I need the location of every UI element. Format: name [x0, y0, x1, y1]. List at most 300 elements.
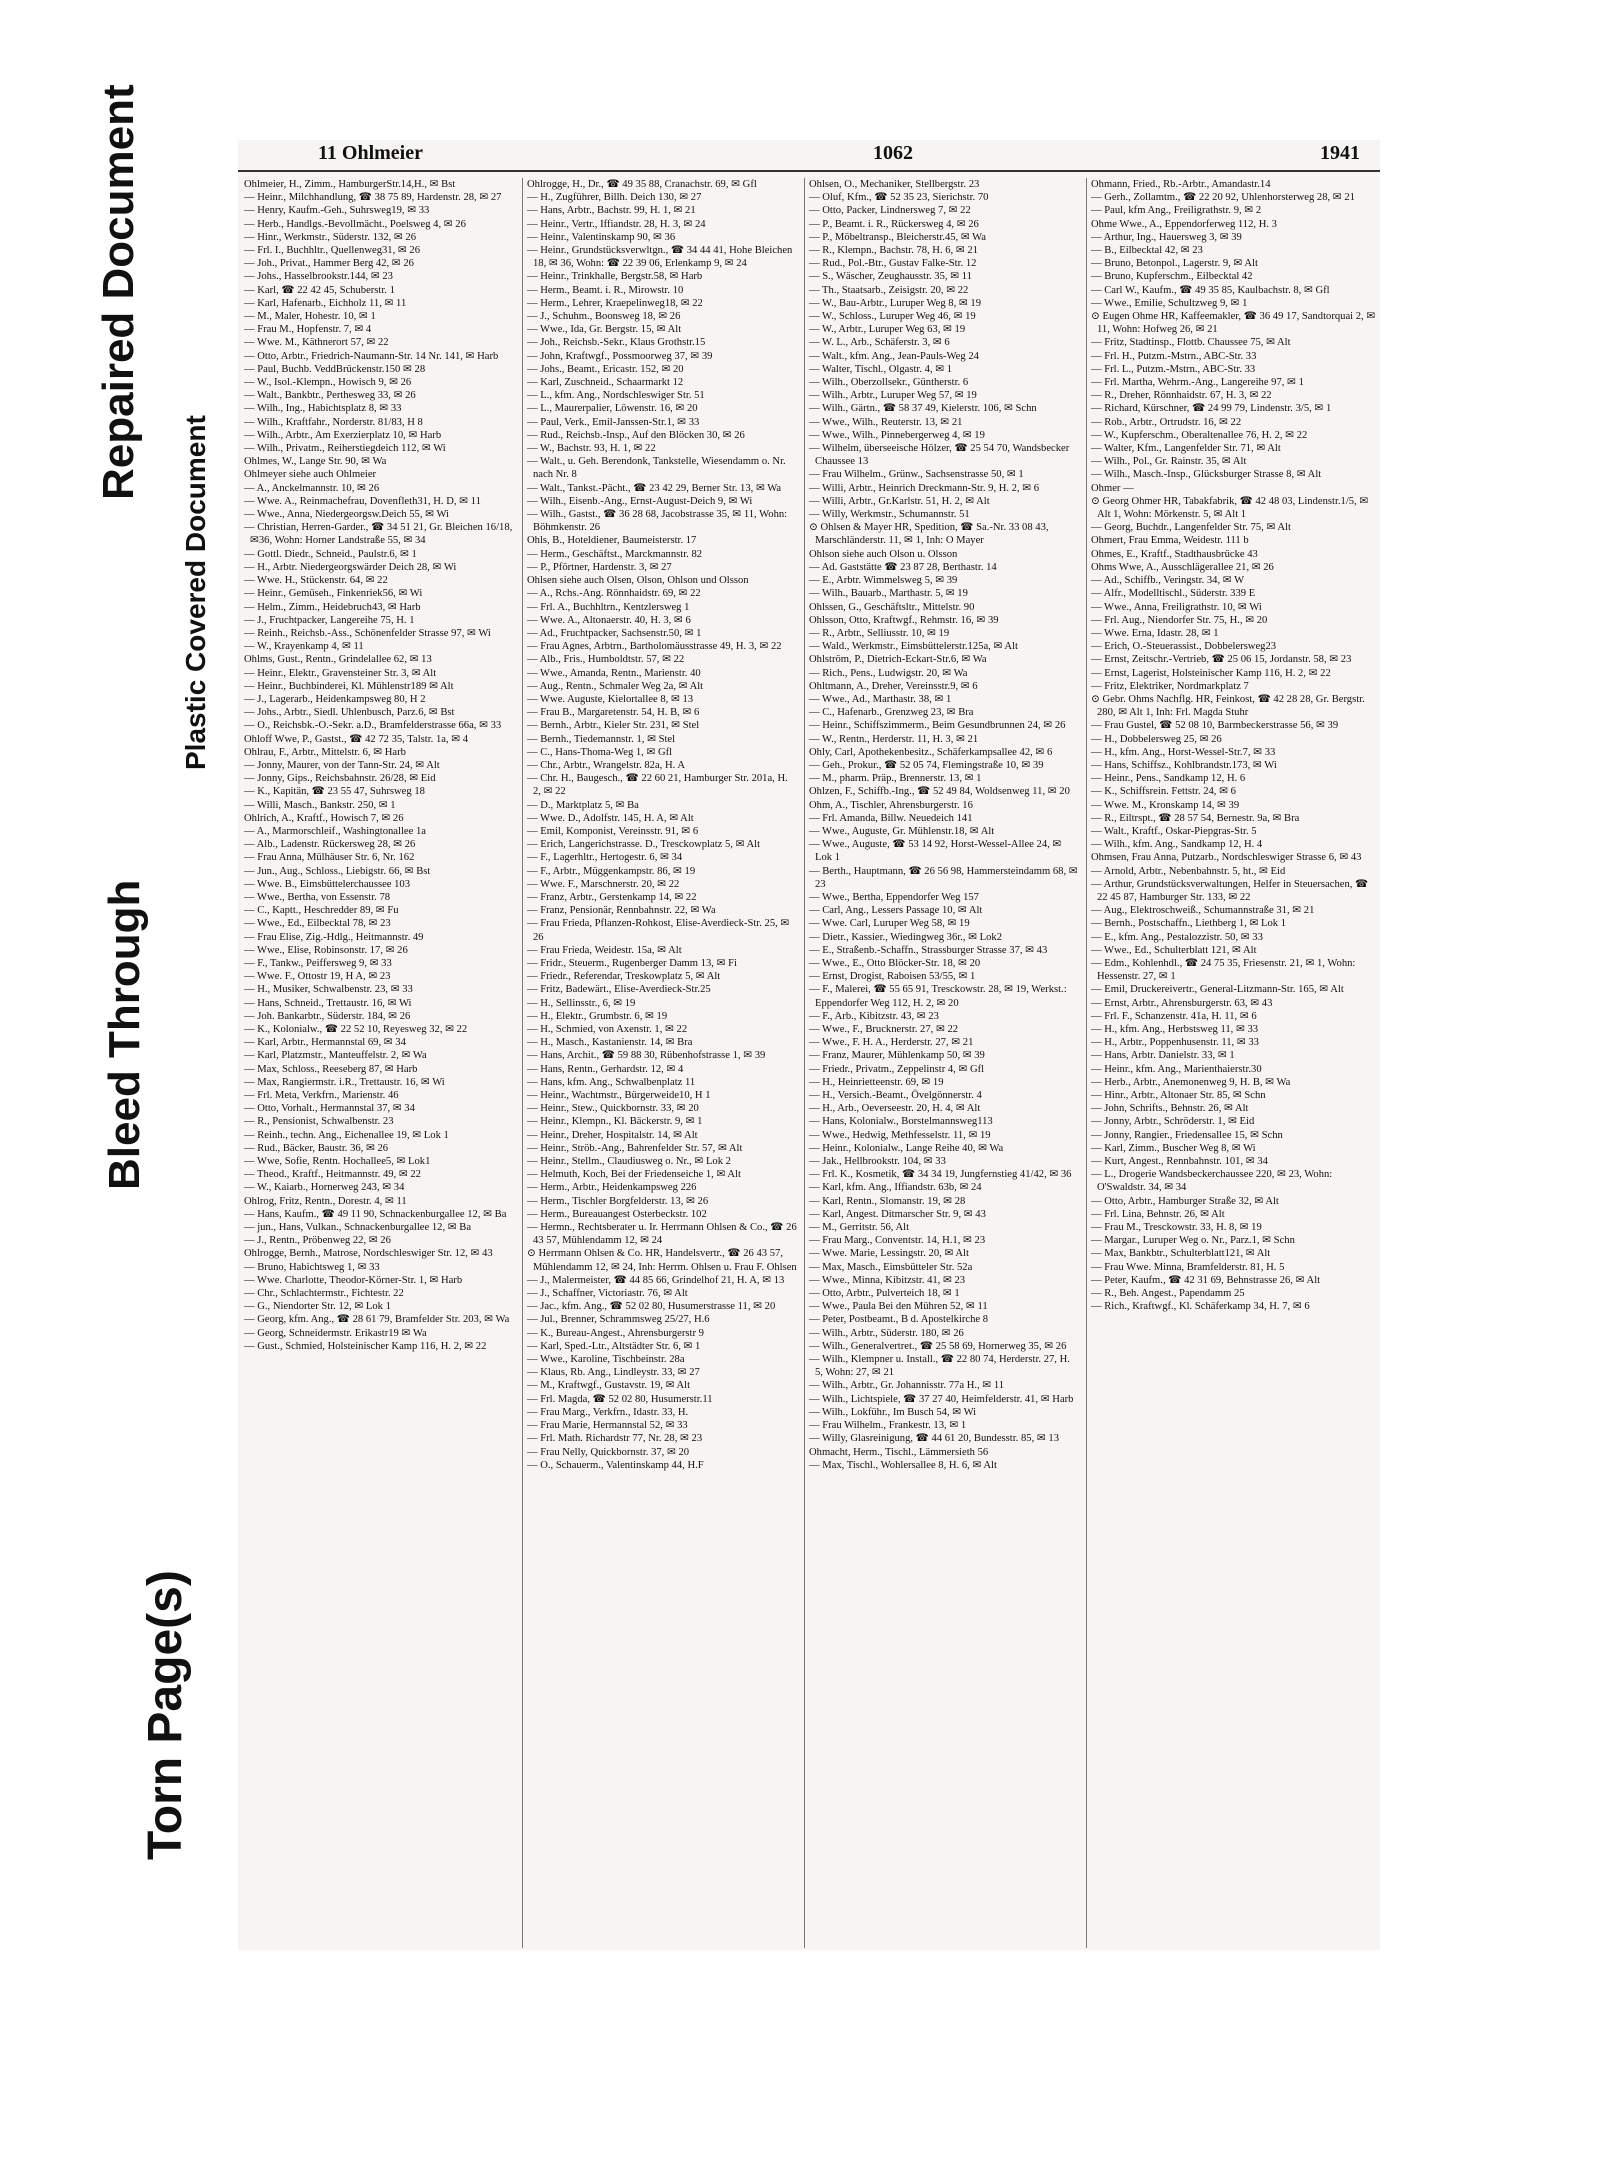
directory-entry: — P., Möbeltransp., Bleicherstr.45, ✉ Wa [809, 231, 987, 243]
directory-entry: — O., Schauerm., Valentinskamp 44, H.F [527, 1459, 704, 1471]
directory-entry: — Hinr., Werkmstr., Süderstr. 132, ✉ 26 [244, 231, 417, 243]
directory-entry: — Walt., kfm. Ang., Jean-Pauls-Weg 24 [809, 350, 979, 362]
directory-entry: — Frl. Aug., Niendorfer Str. 75, H., ✉ 20 [1091, 614, 1268, 626]
directory-entry: — Heinr., Trinkhalle, Bergstr.58, ✉ Harb [527, 271, 703, 283]
directory-entry: Ohmsen, Frau Anna, Putzarb., Nordschleswiger Strasse 6, ✉ 43 [1091, 852, 1362, 864]
directory-entry: — H., Masch., Kastanienstr. 14, ✉ Bra [527, 1037, 693, 1049]
repaired-document-label: Repaired Document [94, 84, 143, 500]
directory-entry: — Hinr., Arbtr., Altonaer Str. 85, ✉ Schn [1091, 1090, 1266, 1102]
directory-entry: — Wilh., Oberzollsekr., Güntherstr. 6 [809, 377, 969, 389]
directory-entry: — Walt., Kraftf., Oskar-Piepgras-Str. 5 [1091, 825, 1257, 837]
directory-entry: — Emil, Druckereivertr., General-Litzmann-Str. 165, ✉ Alt [1091, 984, 1344, 996]
directory-entry: — Carl, Ang., Lessers Passage 10, ✉ Alt [809, 905, 983, 917]
directory-entry: — Wilh., Lichtspiele, ☎ 37 27 40, Heimfelderstr. 41, ✉ Harb [809, 1393, 1074, 1405]
directory-entry: — Alb., Fris., Humboldtstr. 57, ✉ 22 [527, 654, 685, 666]
directory-entry: — Heinr., kfm. Ang., Marienthaierstr.30 [1091, 1063, 1262, 1075]
directory-entry: — Frl. Magda, ☎ 52 02 80, Husumerstr.11 [527, 1393, 713, 1405]
directory-entry: — Frau Marg., Conventstr. 14, H.1, ✉ 23 [809, 1235, 986, 1247]
directory-entry: — Heinr., Klempn., Kl. Bäckerstr. 9, ✉ 1 [527, 1116, 703, 1128]
directory-entry: — Hans, Schneid., Trettaustr. 16, ✉ Wi [244, 997, 412, 1009]
directory-entry: — Jonny, Gips., Reichsbahnstr. 26/28, ✉ Eid [244, 773, 436, 785]
directory-entry: — H., kfm. Ang., Herbstsweg 11, ✉ 33 [1091, 1024, 1259, 1035]
directory-entry: — Heinr., Dreher, Hospitalstr. 14, ✉ Alt [527, 1129, 698, 1141]
directory-entry: — C., Hans-Thoma-Weg 1, ✉ Gfl [527, 746, 673, 758]
directory-entry: — Karl, Angest. Ditmarscher Str. 9, ✉ 43 [809, 1208, 986, 1220]
directory-entry: — H., Arbtr. Niedergeorgswärder Deich 28, ✉ Wi [244, 561, 457, 573]
directory-entry: — A., Rchs.-Ang. Rönnhaidstr. 69, ✉ 22 [527, 588, 701, 600]
directory-entry: — Frl. Amanda, Billw. Neuedeich 141 [809, 812, 973, 824]
directory-entry: — Frl. H., Putzm.-Mstrn., ABC-Str. 33 [1091, 350, 1257, 362]
directory-entry: — Wwe., Wilh., Pinnebergerweg 4, ✉ 19 [809, 429, 985, 441]
directory-entry: — Wwe., Emilie, Schultzweg 9, ✉ 1 [1091, 297, 1248, 309]
directory-entry: — Franz, Maurer, Mühlenkamp 50, ✉ 39 [809, 1050, 985, 1062]
directory-entry: — W. L., Arb., Schäferstr. 3, ✉ 6 [809, 337, 950, 349]
directory-entry: — Fritz, Badewärt., Elise-Averdieck-Str.25 [527, 984, 711, 996]
directory-entry: — Carl W., Kaufm., ☎ 49 35 85, Kaulbachstr. 8, ✉ Gfl [1091, 284, 1330, 296]
directory-entry: — Chr., Schlachtermstr., Fichtestr. 22 [244, 1288, 404, 1300]
directory-entry: — Ernst, Arbtr., Ahrensburgerstr. 63, ✉ 43 [1091, 997, 1273, 1009]
directory-entry: — Heinr., Gemüseh., Finkenriek56, ✉ Wi [244, 588, 423, 600]
directory-entry: — F., Arb., Kibitzstr. 43, ✉ 23 [809, 1010, 939, 1022]
directory-entry: — R., Beh. Angest., Papendamm 25 [1091, 1288, 1245, 1300]
directory-entry: — Paul, Verk., Emil-Janssen-Str.1, ✉ 33 [527, 416, 700, 428]
directory-entry: — Wilh., Arbtr., Am Exerzierplatz 10, ✉ Harb [244, 429, 442, 441]
directory-entry: — J., Lagerarb., Heidenkampsweg 80, H 2 [244, 693, 426, 705]
directory-entry: — K., Kolonialw., ☎ 22 52 10, Reyesweg 32, ✉ 22 [244, 1024, 468, 1035]
directory-entry: — Wwe., E., Otto Blöcker-Str. 18, ✉ 20 [809, 957, 981, 969]
directory-entry: Ohmert, Frau Emma, Weidestr. 111 b [1091, 535, 1249, 547]
directory-entry: — Hans, Arbtr., Bachstr. 99, H. 1, ✉ 21 [527, 205, 696, 217]
directory-entry: — W., Rentn., Herderstr. 11, H. 3, ✉ 21 [809, 733, 979, 745]
directory-entry: — M., Maler, Hohestr. 10, ✉ 1 [244, 311, 376, 323]
directory-entry: — K., Schiffsrein. Fettstr. 24, ✉ 6 [1091, 786, 1236, 798]
directory-entry: — Hans, Schiffsz., Kohlbrandstr.173, ✉ Wi [1091, 759, 1277, 771]
column-3 [804, 178, 1083, 1948]
directory-entry: — Klaus, Rb. Ang., Lindleystr. 33, ✉ 27 [527, 1367, 700, 1379]
directory-entry: — Frl. Meta, Verkfrn., Marienstr. 46 [244, 1090, 399, 1102]
directory-entry: — Wwe., Hedwig, Methfesselstr. 11, ✉ 19 [809, 1129, 991, 1141]
column-1 [240, 178, 518, 1948]
directory-entry: — Otto, Arbtr., Friedrich-Naumann-Str. 14 Nr. 141, ✉ Harb [244, 350, 499, 362]
directory-entry: — Wwe., Wilh., Reuterstr. 13, ✉ 21 [809, 416, 963, 428]
directory-entry: — C., Hafenarb., Grenzweg 23, ✉ Bra [809, 707, 974, 719]
directory-entry: — J., Malermeister, ☎ 44 85 66, Grindelhof 21, H. A, ✉ 13 [527, 1274, 785, 1286]
directory-entry: — Max, Bankbtr., Schulterblatt121, ✉ Alt [1091, 1248, 1271, 1260]
directory-entry: — Bernh., Tiedemannstr. 1, ✉ Stel [527, 733, 676, 745]
directory-entry: — Frl. F., Schanzenstr. 41a, H. 11, ✉ 6 [1091, 1010, 1257, 1022]
header-rule [238, 170, 1380, 172]
directory-entry: — Bernh., Arbtr., Kieler Str. 231, ✉ Stel [527, 720, 700, 732]
directory-entry: — H., Elektr., Grumbstr. 6, ✉ 19 [527, 1010, 668, 1022]
directory-entry: — Wwe. Marie, Lessingstr. 20, ✉ Alt [809, 1248, 969, 1260]
directory-entry: — H., Zugführer, Billh. Deich 130, ✉ 27 [527, 192, 702, 204]
directory-entry: — E., kfm. Ang., Pestalozzistr. 50, ✉ 33 [1091, 931, 1263, 943]
directory-entry: — Berth., Hauptmann, ☎ 26 56 98, Hammersteindamm 68, ✉ 23 [809, 865, 1078, 890]
directory-entry: — Frl. Math. Richardstr 77, Nr. 28, ✉ 23 [527, 1433, 703, 1445]
directory-entry: — Emil, Komponist, Vereinsstr. 91, ✉ 6 [527, 825, 699, 837]
directory-entry: — Jonny, Rangier., Friedensallee 15, ✉ Schn [1091, 1129, 1283, 1141]
directory-entry: Ohlrogge, Bernh., Matrose, Nordschleswiger Str. 12, ✉ 43 [244, 1248, 493, 1260]
directory-entry: — Rud., Pol.-Btr., Gustav Falke-Str. 12 [809, 258, 977, 270]
directory-entry: — Herb., Arbtr., Anemonenweg 9, H. B, ✉ Wa [1091, 1076, 1291, 1088]
directory-entry: — Wilh., Arbtr., Süderstr. 180, ✉ 26 [809, 1327, 964, 1339]
directory-entry: — Walter, Tischl., Olgastr. 4, ✉ 1 [809, 363, 953, 375]
directory-entry: — Fritz, Stadtinsp., Flottb. Chaussee 75, ✉ Alt [1091, 337, 1291, 349]
directory-entry: — Wilh., Pol., Gr. Rainstr. 35, ✉ Alt [1091, 456, 1247, 468]
directory-entry: — Otto, Packer, Lindnersweg 7, ✉ 22 [809, 205, 971, 217]
directory-entry: — Wilh., Eisenb.-Ang., Ernst-August-Deich 9, ✉ Wi [527, 495, 753, 507]
directory-entry: — Heinr., Stew., Quickbornstr. 33, ✉ 20 [527, 1103, 699, 1115]
directory-entry: ⊙ Gebr. Ohms Nachflg. HR, Feinkost, ☎ 42 28 28, Gr. Bergstr. 280, ✉ Alt 1, Inh: Frl. Magda Stuhr [1091, 693, 1365, 719]
directory-entry: — Wwe. Carl, Luruper Weg 58, ✉ 19 [809, 918, 970, 930]
directory-entry: — R., Pensionist, Schwalbenstr. 23 [244, 1116, 394, 1128]
directory-entry: Ohlmeyer siehe auch Ohlmeier [244, 469, 377, 481]
directory-entry: — Edm., Kohlenhdl., ☎ 24 75 35, Friesenstr. 21, ✉ 1, Wohn: Hessenstr. 27, ✉ 1 [1091, 957, 1356, 983]
bleed-through-label: Bleed Through [100, 879, 149, 1190]
directory-entry: — Georg, Buchdr., Langenfelder Str. 75, ✉ Alt [1091, 522, 1291, 534]
directory-entry: — Friedr., Referendar, Treskowplatz 5, ✉ Alt [527, 971, 721, 983]
directory-entry: — Frau B., Margaretenstr. 54, H. B, ✉ 6 [527, 707, 700, 719]
directory-entry: — Wilh., Gärtn., ☎ 58 37 49, Kielerstr. 106, ✉ Schn [809, 403, 1037, 415]
directory-entry: — Rob., Arbtr., Ortrudstr. 16, ✉ 22 [1091, 416, 1242, 428]
directory-entry: — Christian, Herren-Garder., ☎ 34 51 21, Gr. Bleichen 16/18, ✉36, Wohn: Horner Landstraße 55, ✉ 34 [244, 522, 513, 547]
directory-entry: Ohlsson, Otto, Kraftwgf., Rehmstr. 16, ✉ 39 [809, 614, 999, 626]
directory-entry: — W., Kaiarb., Hornerweg 243, ✉ 34 [244, 1182, 405, 1194]
directory-entry: — Chr., Arbtr., Wrangelstr. 82a, H. A [527, 759, 685, 771]
directory-entry: — Alfr., Modelltischl., Süderstr. 339 E [1091, 588, 1256, 600]
directory-entry: — Jonny, Maurer, von der Tann-Str. 24, ✉ Alt [244, 759, 440, 771]
directory-entry: — Wwe., Auguste, ☎ 53 14 92, Horst-Wessel-Allee 24, ✉ Lok 1 [809, 839, 1062, 864]
directory-entry: — W., Krayenkamp 4, ✉ 11 [244, 641, 364, 653]
directory-entry: — Hans, Rentn., Gerhardstr. 12, ✉ 4 [527, 1063, 684, 1075]
directory-entry: — Kurt, Angest., Rennbahnstr. 101, ✉ 34 [1091, 1156, 1268, 1168]
directory-entry: — Frau Wwe. Minna, Bramfelderstr. 81, H. 5 [1091, 1261, 1285, 1273]
directory-entry: — Frau Frieda, Weidestr. 15a, ✉ Alt [527, 944, 682, 956]
directory-entry: — Dietr., Kassier., Wiedingweg 36r., ✉ Lok2 [809, 931, 1003, 943]
directory-entry: — Ernst, Lagerist, Holsteinischer Kamp 116, H. 2, ✉ 22 [1091, 667, 1331, 679]
directory-entry: — Wwe., F. H. A., Herderstr. 27, ✉ 21 [809, 1037, 974, 1049]
directory-entry: Ohltmann, A., Dreher, Vereinsstr.9, ✉ 6 [809, 680, 978, 692]
directory-entry: Ohlmes, W., Lange Str. 90, ✉ Wa [244, 456, 387, 468]
directory-entry: — Wilh., Lokführ., Im Busch 54, ✉ Wi [809, 1406, 977, 1418]
directory-entry: — John, Schrifts., Behnstr. 26, ✉ Alt [1091, 1103, 1249, 1115]
directory-entry: — Karl, kfm. Ang., Iffiandstr. 63b, ✉ 24 [809, 1182, 982, 1194]
directory-entry: — Heinr., Milchhandlung, ☎ 38 75 89, Hardenstr. 28, ✉ 27 [244, 192, 502, 204]
directory-entry: — H., Arbtr., Poppenhusenstr. 11, ✉ 33 [1091, 1037, 1259, 1049]
directory-entry: Ohloff Wwe, P., Gastst., ☎ 42 72 35, Talstr. 1a, ✉ 4 [244, 733, 469, 745]
directory-entry: — Herm., Beamt. i. R., Mirowstr. 10 [527, 284, 684, 296]
directory-entry: — Alb., Ladenstr. Rückersweg 28, ✉ 26 [244, 839, 416, 851]
directory-entry: — Ad., Schiffb., Veringstr. 34, ✉ W [1091, 575, 1245, 587]
directory-entry: — Johs., Beamt., Ericastr. 152, ✉ 20 [527, 363, 684, 375]
directory-entry: — Willi, Masch., Bankstr. 250, ✉ 1 [244, 799, 396, 811]
directory-entry: — Ernst, Zeitschr.-Vertrieb, ☎ 25 06 15, Jordanstr. 58, ✉ 23 [1091, 654, 1352, 666]
directory-entry: — Max, Masch., Eimsbütteler Str. 52a [809, 1261, 973, 1273]
directory-entry: — Frau M., Tresckowstr. 33, H. 8, ✉ 19 [1091, 1222, 1262, 1234]
directory-entry: — Ad. Gaststätte ☎ 23 87 28, Berthastr. 14 [809, 561, 997, 573]
directory-entry: — Rich., Kraftwgf., Kl. Schäferkamp 34, H. 7, ✉ 6 [1091, 1301, 1310, 1313]
directory-entry: — Jonny, Arbtr., Schröderstr. 1, ✉ Eid [1091, 1116, 1255, 1128]
directory-entry: — Fritz, Elektriker, Nordmarkplatz 7 [1091, 680, 1249, 692]
directory-entry: Ohlssen, G., Geschäftsltr., Mittelstr. 90 [809, 601, 975, 613]
directory-entry: — Wwe. D., Adolfstr. 145, H. A, ✉ Alt [527, 812, 694, 824]
directory-entry: — Jac., kfm. Ang., ☎ 52 02 80, Husumerstrasse 11, ✉ 20 [527, 1301, 776, 1313]
directory-entry: Ohlzen, F., Schiffb.-Ing., ☎ 52 49 84, Woldsenweg 11, ✉ 20 [809, 786, 1070, 798]
directory-entry: — Arthur, Ing., Hauersweg 3, ✉ 39 [1091, 231, 1242, 243]
directory-entry: Ohlson siehe auch Olson u. Olsson [809, 548, 958, 560]
directory-entry: ⊙ Ohlsen & Mayer HR, Spedition, ☎ Sa.-Nr. 33 08 43, Marschländerstr. 11, ✉ 1, Inh: O Mayer [809, 522, 1049, 547]
directory-entry: — Helmuth, Koch, Bei der Friedenseiche 1, ✉ Alt [527, 1169, 741, 1181]
directory-entry: ⊙ Herrmann Ohlsen & Co. HR, Handelsvertr., ☎ 26 43 57, Mühlendamm 12, ✉ 24, Inh: Herrm. Ohlsen u. Frau F. Ohlsen [527, 1248, 797, 1273]
directory-entry: — Wilh., Masch.-Insp., Glücksburger Strasse 8, ✉ Alt [1091, 469, 1322, 481]
directory-entry: — Wwe., Auguste, Gr. Mühlenstr.18, ✉ Alt [809, 825, 995, 837]
directory-entry: — M., pharm. Präp., Brennerstr. 13, ✉ 1 [809, 773, 982, 785]
directory-entry: — Herm., Geschäftst., Marckmannstr. 82 [527, 548, 703, 560]
directory-entry: — A., Anckelmannstr. 10, ✉ 26 [244, 482, 380, 494]
directory-entry: — Karl, Arbtr., Hermannstal 69, ✉ 34 [244, 1037, 406, 1049]
directory-entry: — Wwe. A., Altonaerstr. 40, H. 3, ✉ 6 [527, 614, 691, 626]
directory-entry: — W., Isol.-Klempn., Howisch 9, ✉ 26 [244, 377, 412, 389]
directory-entry: — Max, Rangiermstr. i.R., Trettaustr. 16, ✉ Wi [244, 1076, 445, 1088]
header-year: 1941 [1320, 142, 1360, 164]
directory-entry: — Gust., Schmied, Holsteinischer Kamp 116, H. 2, ✉ 22 [244, 1340, 487, 1352]
directory-entry: — Reinh., techn. Ang., Eichenallee 19, ✉ Lok 1 [244, 1129, 449, 1141]
directory-entry: — J., Schaffner, Victoriastr. 76, ✉ Alt [527, 1288, 688, 1300]
directory-entry: — Willy, Werkmstr., Schumannstr. 51 [809, 509, 970, 521]
directory-entry: Ohlrau, F., Arbtr., Mittelstr. 6, ✉ Harb [244, 746, 406, 758]
directory-entry: — R., Arbtr., Selliusstr. 10, ✉ 19 [809, 627, 950, 639]
directory-entry: — Otto, Arbtr., Hamburger Straße 32, ✉ Alt [1091, 1195, 1279, 1207]
directory-entry: — Wilh., kfm. Ang., Sandkamp 12, H. 4 [1091, 839, 1263, 851]
directory-entry: — C., Kaptt., Heschredder 89, ✉ Fu [244, 905, 399, 917]
directory-entry: — Heinr., Valentinskamp 90, ✉ 36 [527, 231, 676, 243]
directory-entry: — Rud., Reichsb.-Insp., Auf den Blöcken 30, ✉ 26 [527, 429, 745, 441]
directory-entry: — Heinr., Buchbinderei, Kl. Mühlenstr189 ✉ Alt [244, 680, 454, 692]
directory-entry: Ohlrich, A., Kraftf., Howisch 7, ✉ 26 [244, 812, 404, 824]
directory-entry: — Erich, O.-Steuerassist., Dobbelersweg23 [1091, 641, 1277, 653]
directory-entry: — W., Bau-Arbtr., Luruper Weg 8, ✉ 19 [809, 297, 982, 309]
directory-entry: — Walt., u. Geh. Berendonk, Tankstelle, Wiesendamm o. Nr. nach Nr. 8 [527, 456, 786, 481]
directory-entry: — G., Niendorter Str. 12, ✉ Lok 1 [244, 1301, 391, 1313]
directory-entry: — Wilh., Generalvertret., ☎ 25 58 69, Hornerweg 35, ✉ 26 [809, 1340, 1067, 1352]
directory-entry: — Willi, Arbtr., Heinrich Dreckmann-Str. 9, H. 2, ✉ 6 [809, 482, 1040, 494]
directory-entry: — Wwe. M., Kronskamp 14, ✉ 39 [1091, 799, 1240, 811]
directory-entry: — H., Dobbelersweg 25, ✉ 26 [1091, 733, 1222, 745]
directory-entry: — R., Eiltrspt., ☎ 28 57 54, Bernestr. 9a, ✉ Bra [1091, 812, 1300, 824]
directory-entry: — Wwe., Karoline, Tischbeinstr. 28a [527, 1354, 685, 1366]
directory-entry: — H., Musiker, Schwalbenstr. 23, ✉ 33 [244, 984, 413, 996]
directory-entry: — K., Bureau-Angest., Ahrensburgerstr 9 [527, 1327, 704, 1339]
directory-entry: — W., Kupferschm., Oberaltenallee 76, H. 2, ✉ 22 [1091, 429, 1308, 441]
directory-entry: — Willy, Glasreinigung, ☎ 44 61 20, Bundesstr. 85, ✉ 13 [809, 1433, 1059, 1445]
directory-entry: — Franz, Arbtr., Gerstenkamp 14, ✉ 22 [527, 891, 697, 903]
directory-entry: — Johs., Hasselbrookstr.144, ✉ 23 [244, 271, 393, 283]
directory-entry: — Aug., Rentn., Schmaler Weg 2a, ✉ Alt [527, 680, 704, 692]
directory-entry: — Wwe, Sofie, Rentn. Hochallee5, ✉ Lok1 [244, 1156, 431, 1168]
directory-entry: Ohlsen siehe auch Olsen, Olson, Ohlson und Olsson [527, 575, 749, 587]
directory-entry: — Wwe., Bertha, von Essenstr. 78 [244, 891, 391, 903]
directory-entry: — Wilh., Kraftfahr., Norderstr. 81/83, H 8 [244, 416, 423, 428]
directory-entry: — Joh. Bankarbtr., Süderstr. 184, ✉ 26 [244, 1010, 411, 1022]
directory-entry: — Bruno, Kupferschm., Eilbecktal 42 [1091, 271, 1253, 283]
directory-entry: — Erich, Langerichstrasse. D., Tresckowplatz 5, ✉ Alt [527, 839, 761, 851]
directory-entry: Ohmer — [1091, 482, 1134, 494]
directory-entry: — Frl. K., Kosmetik, ☎ 34 34 19, Jungfernstieg 41/42, ✉ 36 [809, 1169, 1072, 1181]
directory-entry: — Wwe., F., Brucknerstr. 27, ✉ 22 [809, 1024, 959, 1035]
directory-entry: Ohlmeier, H., Zimm., HamburgerStr.14,H., ✉ Bst [244, 179, 456, 190]
directory-entry: — R., Klempn., Bachstr. 78, H. 6, ✉ 21 [809, 245, 978, 257]
directory-entry: — Arthur, Grundstücksverwaltungen, Helfer in Steuersachen, ☎ 22 45 87, Hamburger Str. 133, ✉ 22 [1091, 878, 1369, 903]
directory-entry: — Wwe., Elise, Robinsonstr. 17, ✉ 26 [244, 944, 408, 956]
directory-entry: — H., Sellinsstr., 6, ✉ 19 [527, 997, 636, 1009]
directory-entry: — Hans, kfm. Ang., Schwalbenplatz 11 [527, 1076, 696, 1088]
directory-entry: — Wilh., Bauarb., Marthastr. 5, ✉ 19 [809, 588, 968, 600]
directory-entry: — Richard, Kürschner, ☎ 24 99 79, Lindenstr. 3/5, ✉ 1 [1091, 403, 1332, 415]
directory-entry: — Frl. A., Buchhltrn., Kentzlersweg 1 [527, 601, 690, 613]
header-page-number: 1062 [873, 142, 913, 164]
directory-entry: — Otto, Vorhalt., Hermannstal 37, ✉ 34 [244, 1103, 415, 1115]
directory-entry: Ohmes, E., Kraftf., Stadthausbrücke 43 [1091, 548, 1258, 560]
directory-entry: — Otto, Arbtr., Pulverteich 18, ✉ 1 [809, 1288, 960, 1300]
directory-entry: — J., Schuhm., Boonsweg 18, ✉ 26 [527, 311, 681, 323]
directory-entry: — Bernh., Postschaffn., Liethberg 1, ✉ Lok 1 [1091, 918, 1287, 930]
directory-entry: — Henry, Kaufm.-Geh., Suhrsweg19, ✉ 33 [244, 205, 430, 217]
directory-entry: — Arnold, Arbtr., Nebenbahnstr. 5, ht., ✉ Eid [1091, 865, 1286, 877]
directory-entry: — Herm., Arbtr., Heidenkampsweg 226 [527, 1182, 697, 1194]
directory-entry: — Walt., Bankbtr., Perthesweg 33, ✉ 26 [244, 390, 416, 402]
directory-entry: — Oluf, Kfm., ☎ 52 35 23, Sierichstr. 70 [809, 192, 989, 204]
directory-entry: — W., Bachstr. 93, H. 1, ✉ 22 [527, 443, 656, 455]
directory-entry: — Wilhelm, überseeische Hölzer, ☎ 25 54 70, Wandsbecker Chaussee 13 [809, 443, 1070, 468]
directory-entry: — Georg, kfm. Ang., ☎ 28 61 79, Bramfelder Str. 203, ✉ Wa [244, 1314, 510, 1326]
directory-entry: — Karl, Rentn., Slomanstr. 19, ✉ 28 [809, 1195, 966, 1207]
directory-entry: — Th., Staatsarb., Zeisigstr. 20, ✉ 22 [809, 284, 969, 296]
directory-entry: Ohme Wwe., A., Eppendorferweg 112, H. 3 [1091, 218, 1277, 230]
directory-entry: — Walter, Kfm., Langenfelder Str. 71, ✉ Alt [1091, 443, 1281, 455]
directory-entry: ⊙ Georg Ohmer HR, Tabakfabrik, ☎ 42 48 03, Lindenstr.1/5, ✉ Alt 1, Wohn: Mörkenstr. 5, ✉ Alt 1 [1091, 495, 1369, 521]
directory-entry: — Wwe., Anna, Freiligrathstr. 10, ✉ Wi [1091, 601, 1262, 613]
directory-entry: — Frau Frieda, Pflanzen-Rohkost, Elise-Averdieck-Str. 25, ✉ 26 [527, 918, 790, 943]
directory-entry: — Georg, Schneidermstr. Erikastr19 ✉ Wa [244, 1327, 427, 1339]
directory-entry: — J., Rentn., Pröbenweg 22, ✉ 26 [244, 1235, 391, 1247]
directory-entry: Ohls, B., Hoteldiener, Baumeisterstr. 17 [527, 535, 697, 547]
directory-entry: — Frau Agnes, Arbtrn., Bartholomäusstrasse 49, H. 3, ✉ 22 [527, 641, 782, 653]
directory-entry: — John, Kraftwgf., Possmoorweg 37, ✉ 39 [527, 350, 713, 362]
directory-entry: — Wilh., Arbtr., Luruper Weg 57, ✉ 19 [809, 390, 977, 402]
directory-entry: — H., kfm. Ang., Horst-Wessel-Str.7, ✉ 33 [1091, 746, 1276, 758]
directory-entry: — Frau Wilhelm., Frankestr. 13, ✉ 1 [809, 1420, 967, 1432]
directory-entry: — Herm., Lehrer, Kraepelinweg18, ✉ 22 [527, 297, 703, 309]
directory-entry: — Heinr., Vertr., Iffiandstr. 28, H. 3, ✉ 24 [527, 218, 706, 230]
directory-entry: — H., Versich.-Beamt., Övelgönnerstr. 4 [809, 1090, 982, 1102]
directory-entry: — L., kfm. Ang., Nordschleswiger Str. 51 [527, 390, 705, 402]
directory-entry: — Ad., Fruchtpacker, Sachsenstr.50, ✉ 1 [527, 627, 702, 639]
directory-entry: — D., Marktplatz 5, ✉ Ba [527, 799, 639, 811]
directory-entry: — Margar., Luruper Weg o. Nr., Parz.1, ✉ Schn [1091, 1235, 1295, 1247]
directory-entry: — Ernst, Drogist, Raboisen 53/55, ✉ 1 [809, 971, 976, 983]
directory-entry: — Peter, Postbeamt., B d. Apostelkirche 8 [809, 1314, 989, 1326]
directory-entry: — Karl, Zuschneid., Schaarmarkt 12 [527, 377, 684, 389]
directory-entry: — Herm., Bureauangest Osterbeckstr. 102 [527, 1208, 707, 1220]
directory-entry: — Wilh., Privatm., Reiherstiegdeich 112, ✉ Wi [244, 443, 446, 455]
directory-entry: — H., Heinrietteenstr. 69, ✉ 19 [809, 1076, 944, 1088]
directory-entry: — P., Pförtner, Hardenstr. 3, ✉ 27 [527, 561, 672, 573]
page-header [238, 142, 1380, 170]
directory-entry: — Wilh., Ing., Habichtsplatz 8, ✉ 33 [244, 403, 402, 415]
directory-entry: — Wwe., Ed., Eilbecktal 78, ✉ 23 [244, 918, 391, 930]
directory-entry: — R., Dreher, Rönnhaidstr. 67, H. 3, ✉ 22 [1091, 390, 1272, 402]
directory-entry: — Gerh., Zollamtm., ☎ 22 20 92, Uhlenhorsterweg 28, ✉ 21 [1091, 192, 1355, 204]
directory-entry: — Jak., Hellbrookstr. 104, ✉ 33 [809, 1156, 946, 1168]
directory-entry: — Karl, Platzmstr., Manteuffelstr. 2, ✉ Wa [244, 1050, 427, 1062]
directory-entry: Ohlström, P., Dietrich-Eckart-Str.6, ✉ Wa [809, 654, 987, 666]
directory-entry: — Wwe. F., Marschnerstr. 20, ✉ 22 [527, 878, 680, 890]
directory-entry: Ohlms, Gust., Rentn., Grindelallee 62, ✉ 13 [244, 654, 432, 666]
directory-entry: — Paul, Buchb. VeddBrückenstr.150 ✉ 28 [244, 363, 426, 375]
directory-entry: Ohmacht, Herm., Tischl., Lämmersieth 56 [809, 1446, 989, 1458]
directory-entry: — Gottl. Diedr., Schneid., Paulstr.6, ✉ 1 [244, 548, 417, 560]
directory-entry: — F., Malerei, ☎ 55 65 91, Tresckowstr. 28, ✉ 19, Werkst.: Eppendorfer Weg 112, H. 2, ✉ 20 [809, 984, 1067, 1009]
directory-entry: — Wwe., Anna, Niedergeorgsw.Deich 55, ✉ Wi [244, 509, 449, 521]
directory-entry: — K., Kapitän, ☎ 23 55 47, Suhrsweg 18 [244, 786, 425, 798]
column-4 [1086, 178, 1381, 1948]
directory-entry: Ohlrog, Fritz, Rentn., Dorestr. 4, ✉ 11 [244, 1195, 407, 1207]
directory-columns [240, 178, 1380, 1948]
directory-entry: — Heinr., Grundstücksverwltgn., ☎ 34 44 41, Hohe Bleichen 18, ✉ 36, Wohn: ☎ 22 39 06, Erlenkamp 9, ✉ 24 [527, 245, 793, 270]
directory-entry: — L., Maurerpalier, Löwenstr. 16, ✉ 20 [527, 403, 698, 415]
directory-entry: — Walt., Tankst.-Pächt., ☎ 23 42 29, Berner Str. 13, ✉ Wa [527, 482, 782, 494]
directory-entry: — Friedr., Privatm., Zeppelinstr 4, ✉ Gfl [809, 1063, 985, 1075]
directory-entry: — Paul, kfm Ang., Freiligrathstr. 9, ✉ 2 [1091, 205, 1262, 217]
directory-entry: — Wwe. Charlotte, Theodor-Körner-Str. 1, ✉ Harb [244, 1274, 463, 1286]
directory-entry: — Fridr., Steuerm., Rugenberger Damm 13, ✉ Fi [527, 957, 737, 969]
directory-entry: — jun., Hans, Vulkan., Schnackenburgallee 12, ✉ Ba [244, 1222, 472, 1234]
scan-sidebar [0, 0, 232, 2177]
directory-entry: — Helm., Zimm., Heidebruch43, ✉ Harb [244, 601, 421, 613]
directory-entry: — Frl. I., Buchhltr., Quellenweg31, ✉ 26 [244, 245, 421, 257]
directory-entry: — Wilh., Klempner u. Install., ☎ 22 80 74, Herderstr. 27, H. 5, Wohn: 27, ✉ 21 [809, 1354, 1070, 1379]
directory-entry: — Frau M., Hopfenstr. 7, ✉ 4 [244, 324, 372, 336]
directory-entry: ⊙ Eugen Ohme HR, Kaffeemakler, ☎ 36 49 17, Sandtorquai 2, ✉ 11, Wohn: Hofweg 26, ✉ 21 [1091, 311, 1376, 336]
directory-entry: — Chr. H., Baugesch., ☎ 22 60 21, Hamburger Str. 201a, H. 2, ✉ 22 [527, 773, 788, 798]
directory-entry: — Wwe., Minna, Kibitzstr. 41, ✉ 23 [809, 1274, 966, 1286]
directory-entry: — Aug., Elektroschweiß., Schumannstraße 31, ✉ 21 [1091, 905, 1315, 917]
directory-entry: — F., Arbtr., Müggenkampstr. 86, ✉ 19 [527, 865, 696, 877]
directory-entry: — Wwe. H., Stückenstr. 64, ✉ 22 [244, 575, 388, 587]
directory-entry: — Joh., Privat., Hammer Berg 42, ✉ 26 [244, 258, 414, 270]
directory-entry: — Herb., Handlgs.-Bevollmächt., Poelsweg 4, ✉ 26 [244, 218, 466, 230]
directory-entry: — Wwe., Ad., Marthastr. 38, ✉ 1 [809, 693, 952, 705]
directory-entry: — Johs., Arbtr., Siedl. Uhlenbusch, Parz.6, ✉ Bst [244, 707, 455, 719]
directory-entry: Ohlsen, O., Mechaniker, Stellbergstr. 23 [809, 179, 980, 190]
directory-entry: — H., Arb., Oeverseestr. 20, H. 4, ✉ Alt [809, 1103, 981, 1115]
directory-entry: — Frau Nelly, Quickbornstr. 37, ✉ 20 [527, 1446, 690, 1458]
directory-entry: — F., Tankw., Peiffersweg 9, ✉ 33 [244, 957, 392, 969]
directory-entry: — Heinr., Pens., Sandkamp 12, H. 6 [1091, 773, 1246, 785]
directory-entry: — Wwe., Paula Bei den Mühren 52, ✉ 11 [809, 1301, 988, 1313]
directory-entry: — Theod., Kraftf., Heitmannstr. 49, ✉ 22 [244, 1169, 421, 1181]
directory-entry: — Max, Schloss., Reeseberg 87, ✉ Harb [244, 1063, 418, 1075]
directory-entry: — Wwe., Ida, Gr. Bergstr. 15, ✉ Alt [527, 324, 682, 336]
directory-entry: — Bruno, Betonpol., Lagerstr. 9, ✉ Alt [1091, 258, 1258, 270]
directory-entry: — Frau Wilhelm., Grünw., Sachsenstrasse 50, ✉ 1 [809, 469, 1024, 481]
directory-entry: — Frau Marie, Hermannstal 52, ✉ 33 [527, 1420, 688, 1432]
directory-entry: — M., Gerritstr. 56, Alt [809, 1222, 910, 1234]
directory-entry: — Frl. L., Putzm.-Mstrn., ABC-Str. 33 [1091, 363, 1256, 375]
directory-entry: — Frau Anna, Mülhäuser Str. 6, Nr. 162 [244, 852, 415, 864]
directory-entry: — Reinh., Reichsb.-Ass., Schönenfelder Strasse 97, ✉ Wi [244, 627, 491, 639]
torn-pages-label: Torn Page(s) [139, 1570, 192, 1860]
